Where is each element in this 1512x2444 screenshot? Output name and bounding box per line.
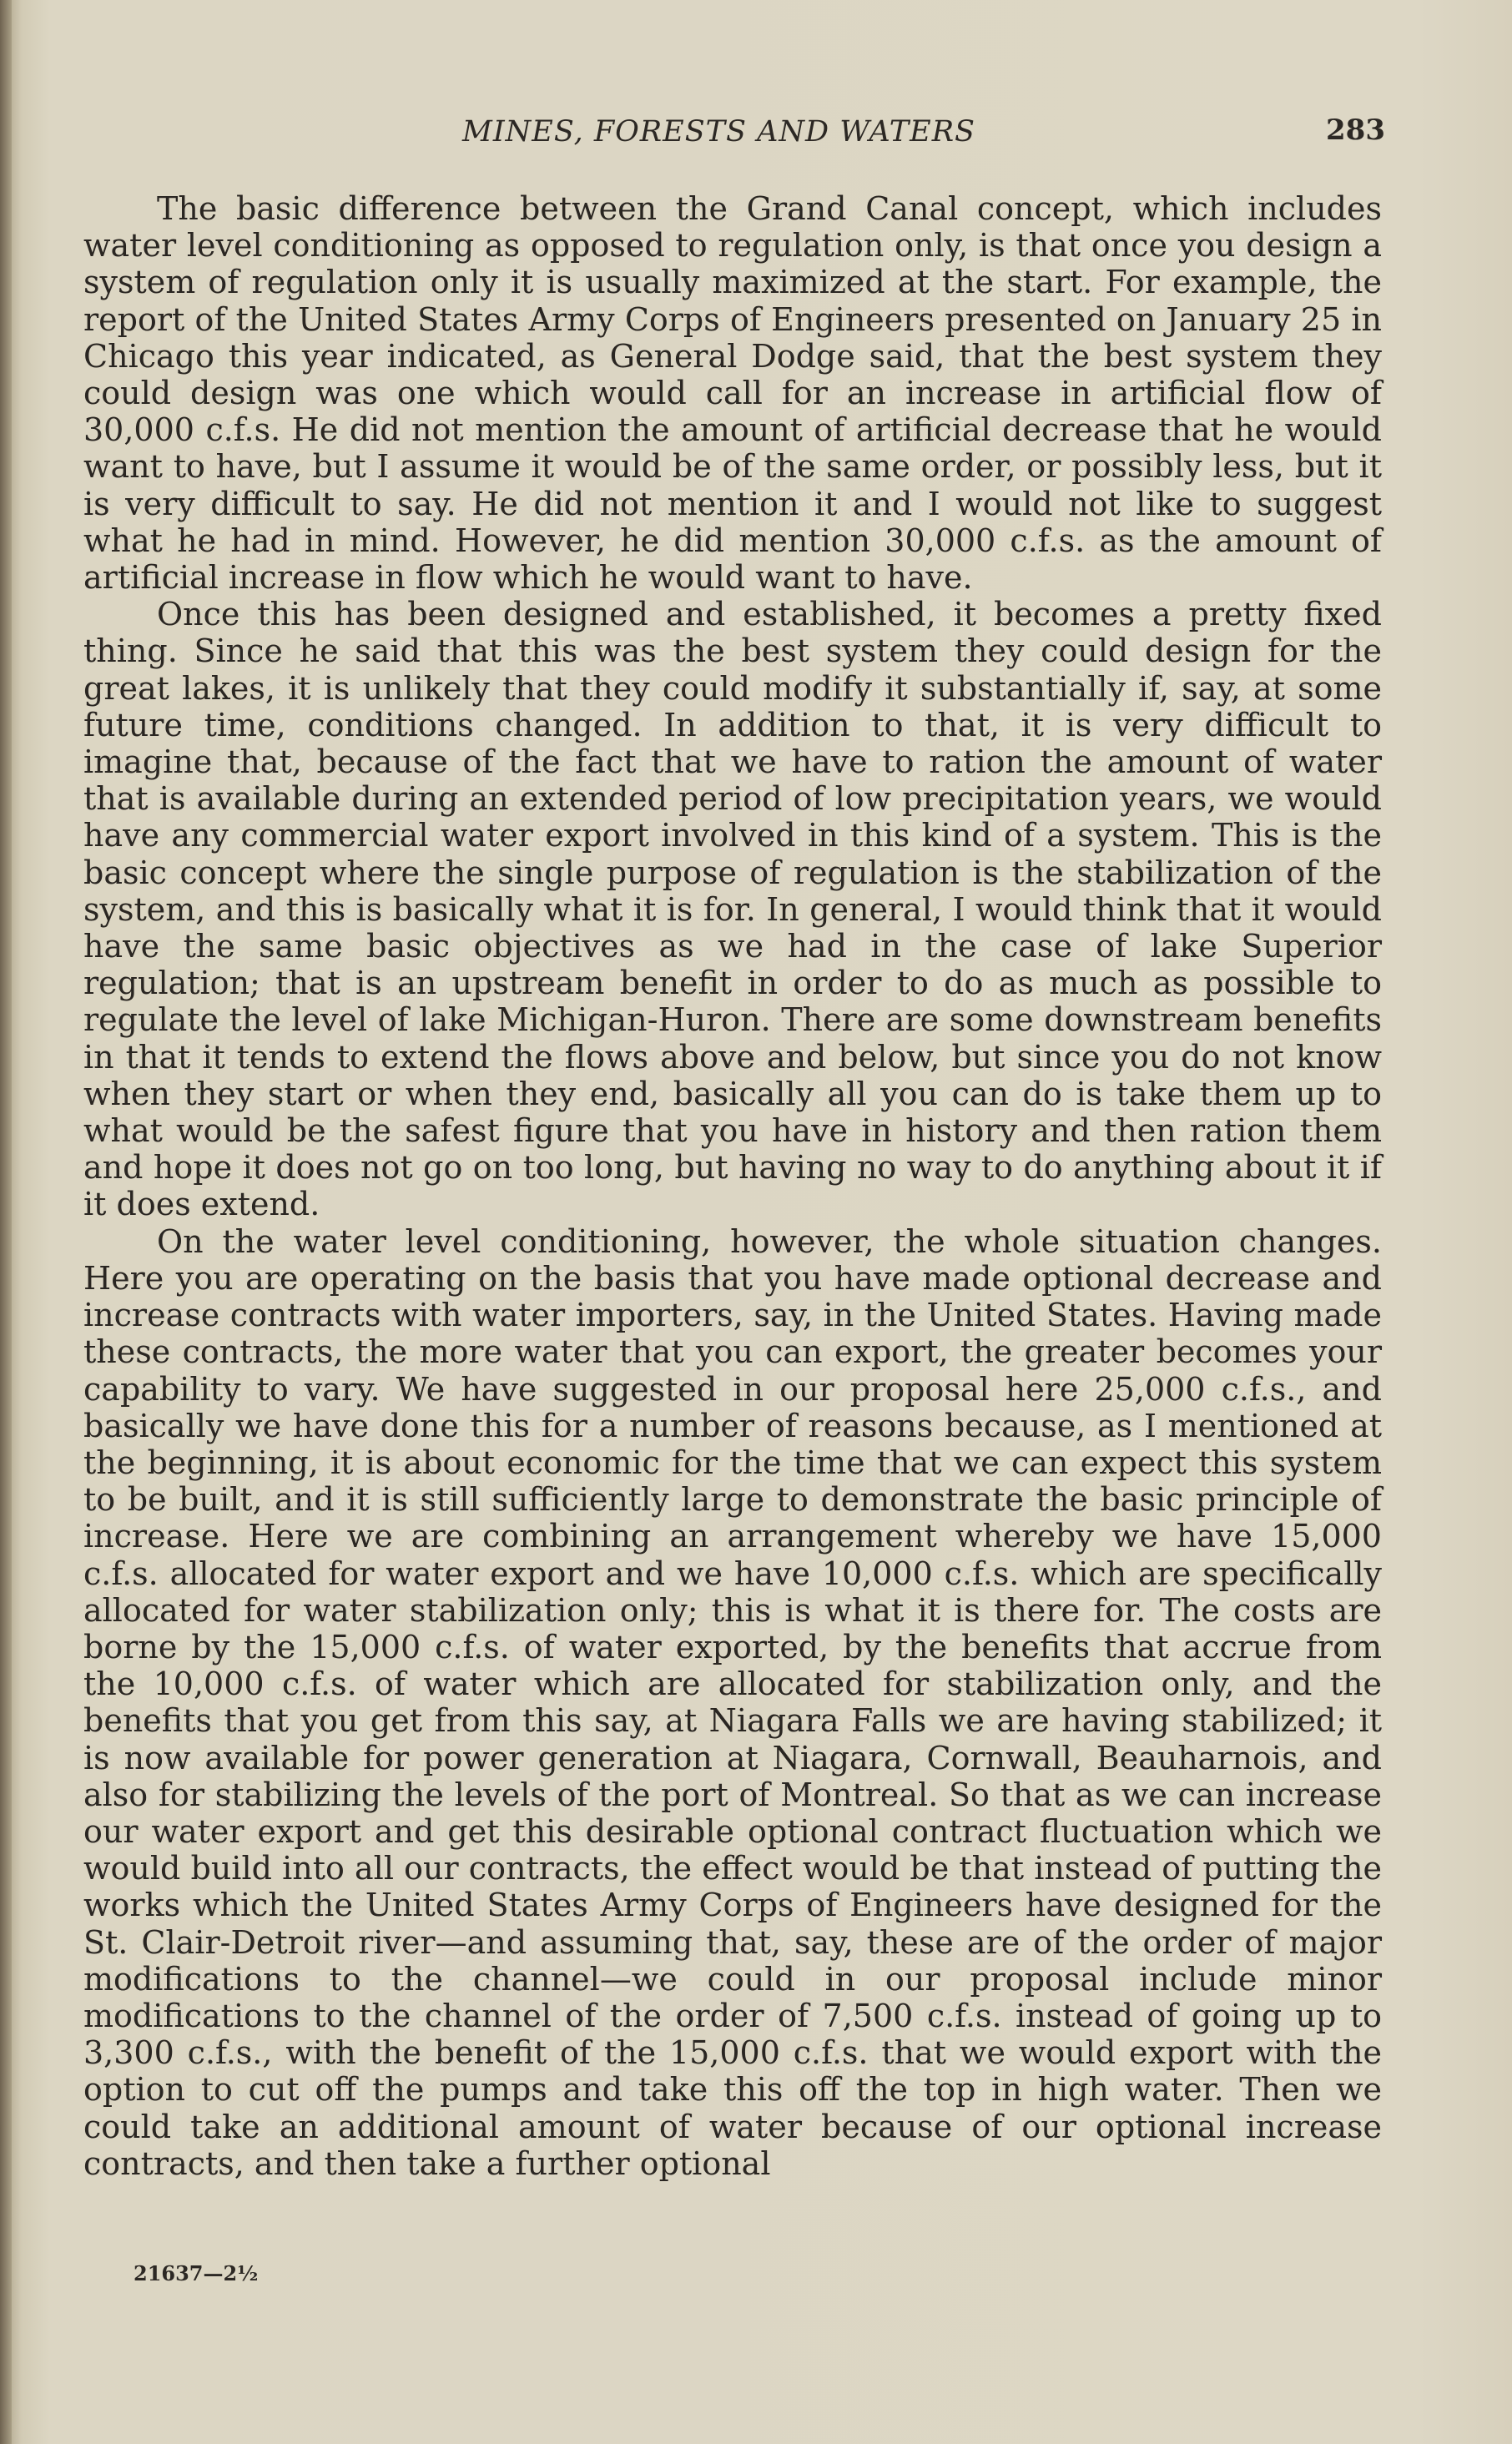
page-number: 283 xyxy=(1326,113,1385,147)
paragraph-1: The basic difference between the Grand Canal concept, which includes water level conditioning as opposed to regulation only, is that once you design a system of regulation only it is usually maximized at the start. For example, the report of the United States Army Corps of Engineers presented on January 25 in Chicago this year indicated, as General Dodge said, that the best system they could design was one which would call for an increase in artificial flow of 30,000 c.f.s. He did not mention the amount of artificial decrease that he would want to have, but I assume it would be of the same order, or possibly less, but it is very difficult to say. He did not mention it and I would not like to suggest what he had in mind. However, he did mention 30,000 c.f.s. as the amount of artificial increase in flow which he would want to have. xyxy=(83,190,1382,597)
printer-signature-mark: 21637—2½ xyxy=(134,2261,259,2285)
book-spine-shadow xyxy=(0,0,12,2444)
page-header xyxy=(83,115,1385,157)
body-text xyxy=(83,190,1382,2182)
paragraph-3: On the water level conditioning, however, the whole situation changes. Here you are operating on the basis that you have made optional decrease and increase contracts with water importers, say, in the United States. Having made these contracts, the more water that you can export, the greater becomes your capability to vary. We have suggested in our proposal here 25,000 c.f.s., and basically we have done this for a number of reasons because, as I mentioned at the beginning, it is about economic for the time that we can expect this system to be built, and it is still sufficiently large to demonstrate the basic principle of increase. Here we are combining an arrangement whereby we have 15,000 c.f.s. allocated for water export and we have 10,000 c.f.s. which are specifically allocated for water stabilization only; this is what it is there for. The costs are borne by the 15,000 c.f.s. of water exported, by the benefits that accrue from the 10,000 c.f.s. of water which are allocated for stabilization only, and the benefits that you get from this say, at Niagara Falls we are having stabilized; it is now available for power generation at Niagara, Cornwall, Beauharnois, and also for stabilizing the levels of the port of Montreal. So that as we can increase our water export and get this desirable optional contract fluctuation which we would build into all our contracts, the effect would be that instead of putting the works which the United States Army Corps of Engineers have designed for the St. Clair-Detroit river—and assuming that, say, these are of the order of major modifications to the channel—we could in our proposal include minor modifications to the channel of the order of 7,500 c.f.s. instead of going up to 3,300 c.f.s., with the benefit of the 15,000 c.f.s. that we would export with the option to cut off the pumps and take this off the top in high water. Then we could take an additional amount of water because of our optional increase contracts, and then take a further optional xyxy=(83,1222,1382,2182)
paragraph-2: Once this has been designed and established, it becomes a pretty fixed thing. Since he said that this was the best system they could design for the great lakes, it is unlikely that they could modify it substantially if, say, at some future time, conditions changed. In addition to that, it is very difficult to imagine that, because of the fact that we have to ration the amount of water that is available during an extended period of low precipitation years, we would have any commercial water export involved in this kind of a system. This is the basic concept where the single purpose of regulation is the stabilization of the system, and this is basically what it is for. In general, I would think that it would have the same basic objectives as we had in the case of lake Superior regulation; that is an upstream benefit in order to do as much as possible to regulate the level of lake Michigan-Huron. There are some downstream benefits in that it tends to extend the flows above and below, but since you do not know when they start or when they end, basically all you can do is take them up to what would be the safest figure that you have in history and then ration them and hope it does not go on too long, but having no way to do anything about it if it does extend. xyxy=(83,596,1382,1223)
running-title: MINES, FORESTS AND WATERS xyxy=(462,115,976,149)
